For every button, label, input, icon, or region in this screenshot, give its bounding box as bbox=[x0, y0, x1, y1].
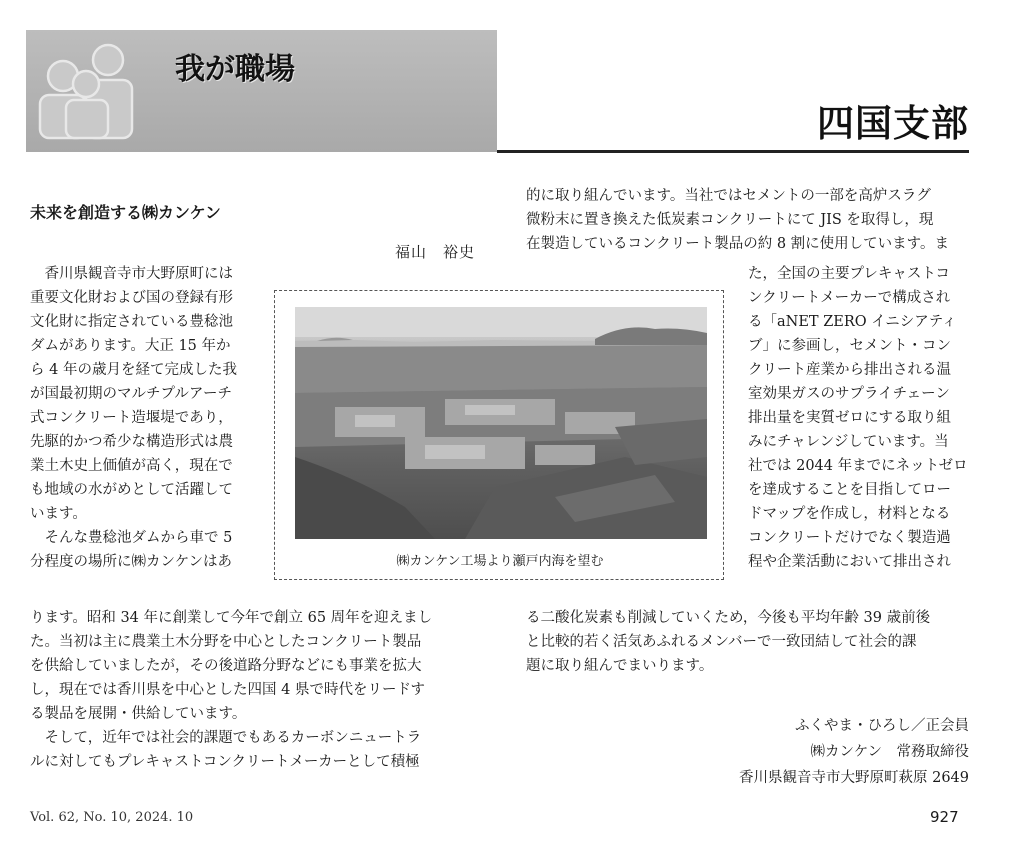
right-column-bottom bbox=[526, 606, 930, 678]
text-line: 香川県観音寺市大野原町には bbox=[30, 266, 233, 282]
text-line: が国最初期のマルチプルアーチ bbox=[30, 386, 232, 402]
author-company-title: ㈱カンケン 常務取締役 bbox=[810, 744, 969, 760]
article-title: 未来を創造する㈱カンケン bbox=[30, 203, 221, 222]
text-line: 文化財に指定されている豊稔池 bbox=[30, 314, 233, 330]
text-line: た，全国の主要プレキャストコ bbox=[748, 266, 950, 282]
text-line: ら 4 年の歳月を経て完成した我 bbox=[30, 362, 237, 378]
photo-frame bbox=[274, 290, 724, 580]
text-line: コンクリートだけでなく製造過 bbox=[748, 530, 951, 546]
text-line: を達成することを目指してロー bbox=[748, 482, 951, 498]
corner-title: 我が職場 bbox=[175, 52, 295, 87]
text-line: 業土木史上価値が高く，現在で bbox=[30, 458, 233, 474]
text-line: そんな豊稔池ダムから車で 5 bbox=[30, 530, 233, 546]
author-name: 福山 裕史 bbox=[395, 243, 476, 261]
text-line: 的に取り組んでいます。当社ではセメントの一部を高炉スラグ bbox=[526, 188, 931, 204]
text-line: 分程度の場所に㈱カンケンはあ bbox=[30, 554, 232, 570]
text-line: 室効果ガスのサプライチェーン bbox=[748, 386, 950, 402]
text-line: 重要文化財および国の登録有形 bbox=[30, 290, 233, 306]
text-line: います。 bbox=[30, 506, 87, 522]
factory-aerial-photo bbox=[295, 307, 707, 539]
text-line: そして，近年では社会的課題でもあるカーボンニュートラ bbox=[30, 730, 422, 746]
text-line: ドマップを作成し，材料となる bbox=[748, 506, 951, 522]
title-underline bbox=[497, 150, 969, 153]
text-line: 社では 2044 年までにネットゼロ bbox=[748, 458, 968, 474]
text-line: ルに対してもプレキャストコンクリートメーカーとして積極 bbox=[30, 754, 420, 770]
author-kana-membership: ふくやま・ひろし／正会員 bbox=[795, 718, 969, 734]
text-line: も地域の水がめとして活躍して bbox=[30, 482, 233, 498]
text-line: 在製造しているコンクリート製品の約 8 割に使用しています。ま bbox=[526, 236, 949, 252]
text-line: ブ」に参画し，セメント・コン bbox=[748, 338, 951, 354]
text-line: クリート産業から排出される温 bbox=[748, 362, 951, 378]
branch-title: 四国支部 bbox=[817, 102, 969, 145]
text-line: 程や企業活動において排出され bbox=[748, 554, 951, 570]
text-line: 微粉末に置き換えた低炭素コンクリートにて JIS を取得し，現 bbox=[526, 212, 934, 228]
text-line: を供給していましたが，その後道路分野などにも事業を拡大 bbox=[30, 658, 422, 674]
text-line: 先駆的かつ希少な構造形式は農 bbox=[30, 434, 233, 450]
text-line: 題に取り組んでまいります。 bbox=[526, 658, 714, 674]
page-number: 927 bbox=[930, 808, 959, 826]
author-address: 香川県観音寺市大野原町萩原 2649 bbox=[738, 770, 969, 786]
photo-caption: ㈱カンケン工場より瀬戸内海を望む bbox=[396, 554, 604, 569]
people-icon bbox=[36, 40, 146, 142]
left-column-top bbox=[30, 262, 237, 574]
text-line: 排出量を実質ゼロにする取り組 bbox=[748, 410, 951, 426]
text-line: ダムがあります。大正 15 年か bbox=[30, 338, 231, 354]
text-line: と比較的若く活気あふれるメンバーで一致団結して社会的課 bbox=[526, 634, 917, 650]
text-line: る二酸化炭素も削減していくため，今後も平均年齢 39 歳前後 bbox=[526, 610, 931, 626]
right-column-middle bbox=[748, 262, 968, 574]
text-line: ります。昭和 34 年に創業して今年で創立 65 周年を迎えまし bbox=[30, 610, 433, 626]
journal-volume: Vol. 62, No. 10, 2024. 10 bbox=[30, 810, 194, 825]
text-line: みにチャレンジしています。当 bbox=[748, 434, 949, 450]
text-line: た。当初は主に農業土木分野を中心としたコンクリート製品 bbox=[30, 634, 422, 650]
text-line: ンクリートメーカーで構成され bbox=[748, 290, 951, 306]
text-line: る「aNET ZERO イニシアティ bbox=[748, 314, 957, 330]
text-line: 式コンクリート造堰堤であり， bbox=[30, 410, 233, 426]
left-column-bottom bbox=[30, 606, 432, 774]
text-line: る製品を展開・供給しています。 bbox=[30, 706, 247, 722]
text-line: し，現在では香川県を中心とした四国 4 県で時代をリードす bbox=[30, 682, 426, 698]
right-column-top bbox=[526, 184, 949, 256]
